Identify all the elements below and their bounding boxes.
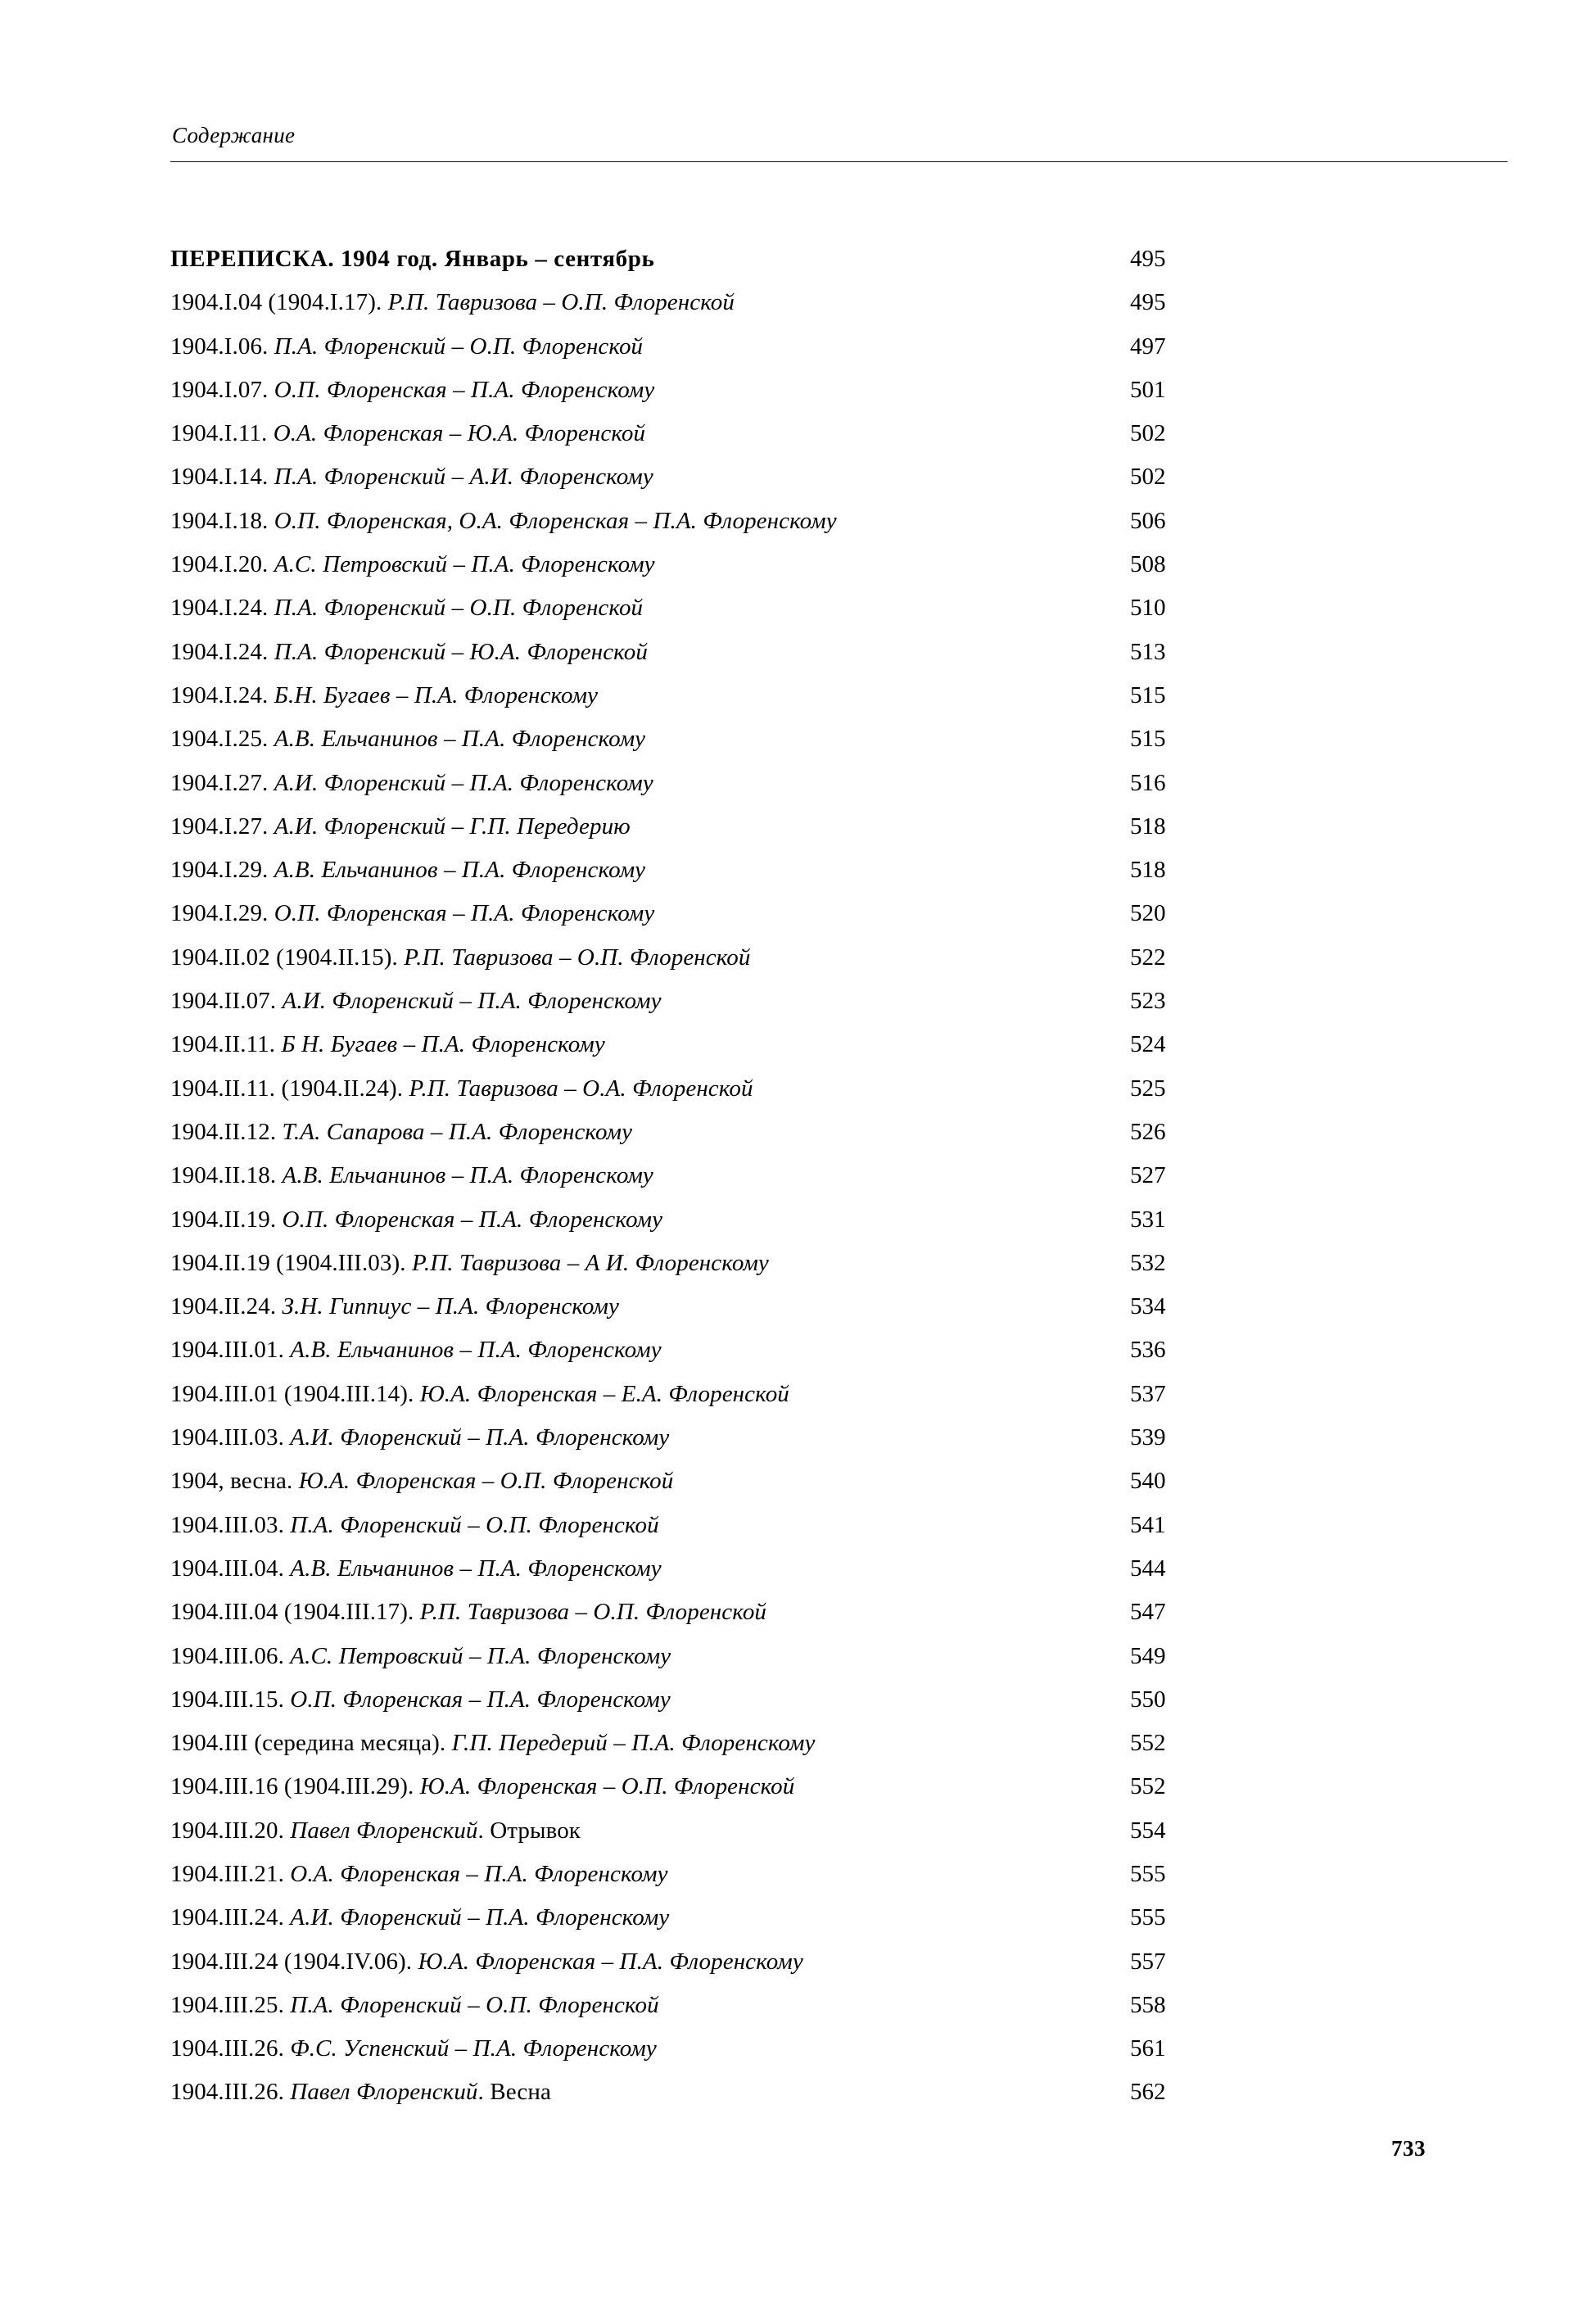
toc-entry-date: 1904.III.24 (1904.IV.06). [170, 1948, 418, 1975]
toc-entry[interactable] [170, 412, 1341, 455]
toc-entry-correspondents: А.И. Флоренский – П.А. Флоренскому [274, 769, 653, 796]
toc-entry-correspondents: А.И. Флоренский – П.А. Флоренскому [290, 1424, 670, 1451]
toc-entry-title [170, 281, 735, 324]
toc-entry-date: 1904.I.24. [170, 681, 274, 708]
toc-section-page: 495 [1130, 246, 1166, 272]
toc-entry-title [170, 1373, 789, 1416]
toc-entry-page: 524 [1130, 1031, 1166, 1058]
toc-entry-title [170, 1765, 794, 1808]
toc-entry-correspondents: Г.П. Передерий – П.А. Флоренскому [451, 1730, 816, 1757]
toc-entry[interactable] [170, 1896, 1341, 1940]
toc-entry-correspondents: Ю.А. Флоренская – П.А. Флоренскому [418, 1948, 803, 1975]
header-rule [170, 161, 1508, 162]
toc-entry-title [170, 1504, 659, 1547]
toc-entry-correspondents: П.А. Флоренский – О.П. Флоренской [290, 1511, 659, 1538]
toc-entry-date: 1904.III.03. [170, 1511, 291, 1538]
toc-entry-title [170, 717, 645, 761]
toc-entry-date: 1904.III.16 (1904.III.29). [170, 1773, 420, 1800]
toc-entry-correspondents: Р.П. Тавризова – О.А. Флоренской [409, 1075, 753, 1102]
toc-entry-date: 1904.III.04. [170, 1555, 291, 1582]
toc-entry-title [170, 1067, 753, 1111]
toc-entry[interactable] [170, 980, 1341, 1023]
toc-entry-date: 1904.II.07. [170, 988, 283, 1015]
toc-entry-correspondents: Р.П. Тавризова – А И. Флоренскому [411, 1249, 769, 1276]
page-number: 733 [1391, 2136, 1426, 2161]
toc-entry-page: 558 [1130, 1991, 1166, 2018]
toc-entry-correspondents: О.П. Флоренская – П.А. Флоренскому [274, 900, 655, 927]
toc-entry-title [170, 1023, 605, 1066]
toc-entry-date: 1904.I.20. [170, 551, 274, 578]
toc-entry-title [170, 1547, 662, 1591]
toc-entry-date: 1904.III (середина месяца). [170, 1730, 452, 1757]
toc-entry-correspondents: П.А. Флоренский – А.И. Флоренскому [274, 464, 653, 491]
toc-entry[interactable] [170, 455, 1341, 499]
toc-entry-date: 1904.II.12. [170, 1118, 283, 1145]
toc-entry-page: 515 [1130, 726, 1166, 753]
toc-entry-suffix: . Отрывок [477, 1817, 581, 1844]
toc-entry-title [170, 369, 654, 412]
toc-entry-date: 1904.I.24. [170, 638, 274, 665]
toc-entry-page: 552 [1130, 1773, 1166, 1800]
toc-entry[interactable] [170, 1111, 1341, 1154]
toc-entry-page: 549 [1130, 1642, 1166, 1669]
toc-entry-date: 1904.III.04 (1904.III.17). [170, 1599, 420, 1626]
toc-section-label: ПЕРЕПИСКА. 1904 год. Январь – сентябрь [170, 246, 655, 272]
toc-entry-correspondents: О.П. Флоренская, О.А. Флоренская – П.А. Флоренскому [274, 507, 837, 534]
toc-entry[interactable] [170, 543, 1341, 586]
toc-entry-date: 1904.I.14. [170, 464, 274, 491]
toc-entry-page: 501 [1130, 376, 1166, 403]
toc-entry[interactable] [170, 1067, 1341, 1111]
toc-entry-correspondents: А.С. Петровский – П.А. Флоренскому [290, 1642, 671, 1669]
toc-entry-title [170, 1285, 619, 1328]
toc-entry-date: 1904.I.04 (1904.I.17). [170, 289, 388, 316]
toc-entry-date: 1904.III.20. [170, 1817, 291, 1844]
toc-entry-correspondents: А.И. Флоренский – П.А. Флоренскому [290, 1904, 670, 1931]
toc-entry-page: 502 [1130, 420, 1166, 447]
toc-entry-date: 1904.I.06. [170, 333, 274, 360]
toc-entry-title [170, 1328, 662, 1372]
toc-entry-date: 1904.II.19. [170, 1206, 283, 1233]
toc-entry[interactable] [170, 1547, 1341, 1591]
toc-entry[interactable] [170, 849, 1341, 892]
toc-entry-date: 1904.II.19 (1904.III.03). [170, 1249, 412, 1276]
toc-entry-correspondents: О.П. Флоренская – П.А. Флоренскому [274, 376, 655, 403]
toc-entry-correspondents: О.А. Флоренская – Ю.А. Флоренской [273, 420, 646, 447]
toc-entry-date: 1904.III.25. [170, 1991, 291, 2018]
toc-entry-title [170, 586, 643, 630]
toc-entry-page: 495 [1130, 289, 1166, 316]
toc-entry-date: 1904.III.26. [170, 2035, 291, 2062]
toc-entry-correspondents: Ф.С. Успенский – П.А. Флоренскому [290, 2035, 657, 2062]
toc-entry[interactable] [170, 1984, 1341, 2027]
toc-entry-page: 532 [1130, 1249, 1166, 1276]
toc-entry[interactable] [170, 1635, 1341, 1678]
toc-entry-date: 1904, весна. [170, 1468, 299, 1495]
toc-entry[interactable] [170, 674, 1341, 717]
toc-entry[interactable] [170, 717, 1341, 761]
toc-entry-title [170, 892, 654, 935]
toc-entry-title [170, 455, 653, 499]
toc-entry-page: 506 [1130, 507, 1166, 534]
toc-entry-correspondents: А.В. Ельчанинов – П.А. Флоренскому [290, 1337, 662, 1364]
toc-entry-date: 1904.II.02 (1904.II.15). [170, 944, 405, 971]
toc-entry[interactable] [170, 1023, 1341, 1066]
toc-entry-correspondents: Павел Флоренский [290, 1817, 478, 1844]
toc-entry[interactable] [170, 1722, 1341, 1765]
toc-entry-correspondents: Павел Флоренский [290, 2079, 478, 2106]
toc-entry-title [170, 1940, 803, 1984]
toc-entry-correspondents: А.И. Флоренский – П.А. Флоренскому [282, 988, 662, 1015]
toc-entry[interactable] [170, 1765, 1341, 1808]
toc-entry-date: 1904.III.24. [170, 1904, 291, 1931]
toc-entry-correspondents: Р.П. Тавризова – О.П. Флоренской [404, 944, 751, 971]
toc-entry[interactable] [170, 1154, 1341, 1197]
toc-entry-page: 536 [1130, 1337, 1166, 1364]
toc-entry-page: 544 [1130, 1555, 1166, 1582]
toc-entry[interactable] [170, 805, 1341, 849]
toc-entry[interactable] [170, 892, 1341, 935]
toc-entry-page: 515 [1130, 681, 1166, 708]
toc-entry[interactable] [170, 1504, 1341, 1547]
toc-entry-date: 1904.II.18. [170, 1162, 283, 1189]
toc-entry-page: 562 [1130, 2079, 1166, 2106]
toc-entry-page: 526 [1130, 1118, 1166, 1145]
toc-entry-date: 1904.III.15. [170, 1686, 291, 1713]
toc-entry-page: 510 [1130, 595, 1166, 622]
toc-entry[interactable] [170, 1809, 1341, 1853]
toc-entry-correspondents: П.А. Флоренский – О.П. Флоренской [274, 595, 644, 622]
toc-entry-date: 1904.I.27. [170, 769, 274, 796]
toc-entry[interactable] [170, 936, 1341, 980]
toc-entry[interactable] [170, 1853, 1341, 1896]
toc-entry-page: 541 [1130, 1511, 1166, 1538]
toc-entry[interactable] [170, 2027, 1341, 2071]
toc-entry-date: 1904.III.21. [170, 1860, 291, 1887]
toc-entry-page: 525 [1130, 1075, 1166, 1102]
toc-entry-date: 1904.III.03. [170, 1424, 291, 1451]
toc-entry-title [170, 674, 598, 717]
toc-entry[interactable] [170, 1460, 1341, 1503]
toc-entry-page: 527 [1130, 1162, 1166, 1189]
toc-entry-page: 547 [1130, 1599, 1166, 1626]
toc-entry[interactable] [170, 1591, 1341, 1634]
toc-entry-title [170, 1853, 668, 1896]
toc-entry-title [170, 762, 653, 805]
toc-entry[interactable] [170, 325, 1341, 369]
running-head: Содержание [172, 123, 296, 147]
toc-entry-title [170, 936, 751, 980]
toc-entry-page: 540 [1130, 1468, 1166, 1495]
toc-entry-title [170, 1198, 662, 1242]
toc-entry-title [170, 1154, 653, 1197]
toc-entry-page: 531 [1130, 1206, 1166, 1233]
toc-entry-correspondents: З.Н. Гиппиус – П.А. Флоренскому [282, 1293, 620, 1320]
toc-entry-page: 508 [1130, 551, 1166, 578]
toc-entry-correspondents: А.В. Ельчанинов – П.А. Флоренскому [274, 857, 646, 884]
toc-entry-correspondents: Ю.А. Флоренская – Е.А. Флоренской [419, 1380, 789, 1407]
toc-entry[interactable] [170, 2071, 1341, 2114]
toc-entry-date: 1904.III.06. [170, 1642, 291, 1669]
toc-entry-date: 1904.I.27. [170, 812, 274, 840]
toc-entry-page: 523 [1130, 988, 1166, 1015]
toc-entry-page: 518 [1130, 857, 1166, 884]
toc-entry[interactable] [170, 1285, 1341, 1328]
toc-entry-correspondents: А.В. Ельчанинов – П.А. Флоренскому [274, 726, 646, 753]
toc-entry-date: 1904.III.01 (1904.III.14). [170, 1380, 420, 1407]
toc-entry-page: 561 [1130, 2035, 1166, 2062]
toc-entry-date: 1904.I.29. [170, 857, 274, 884]
toc-entry-correspondents: П.А. Флоренский – О.П. Флоренской [290, 1991, 659, 2018]
toc-entry-correspondents: Ю.А. Флоренская – О.П. Флоренской [419, 1773, 795, 1800]
toc-entry-title [170, 543, 655, 586]
toc-entry-title [170, 325, 643, 369]
toc-entry-title [170, 805, 631, 849]
toc-entry-title [170, 1722, 815, 1765]
toc-entry-date: 1904.I.29. [170, 900, 274, 927]
toc-entry-title [170, 849, 645, 892]
toc-entry-page: 552 [1130, 1730, 1166, 1757]
toc-entry-title [170, 1591, 766, 1634]
table-of-contents [170, 238, 1341, 2115]
toc-entry-date: 1904.III.26. [170, 2079, 291, 2106]
toc-entry[interactable] [170, 1328, 1341, 1372]
toc-entry-title [170, 1984, 659, 2027]
toc-entry-date: 1904.II.24. [170, 1293, 283, 1320]
toc-entry[interactable] [170, 1198, 1341, 1242]
toc-entry-correspondents: А.В. Ельчанинов – П.А. Флоренскому [290, 1555, 662, 1582]
toc-entry[interactable] [170, 369, 1341, 412]
toc-entry-page: 516 [1130, 769, 1166, 796]
toc-entry[interactable] [170, 1242, 1341, 1285]
toc-entry[interactable] [170, 500, 1341, 543]
toc-section-heading [170, 238, 1341, 281]
toc-entry-correspondents: Б.Н. Бугаев – П.А. Флоренскому [274, 681, 599, 708]
toc-entry-date: 1904.II.11. [170, 1031, 282, 1058]
toc-entry[interactable] [170, 586, 1341, 630]
toc-entry-page: 539 [1130, 1424, 1166, 1451]
toc-entry-date: 1904.II.11. (1904.II.24). [170, 1075, 409, 1102]
toc-entry-date: 1904.I.24. [170, 595, 274, 622]
toc-entry-page: 555 [1130, 1904, 1166, 1931]
toc-entry-title [170, 980, 662, 1023]
toc-entry-correspondents: А.В. Ельчанинов – П.А. Флоренскому [282, 1162, 653, 1189]
toc-entry-title [170, 500, 837, 543]
toc-entry-page: 554 [1130, 1817, 1166, 1844]
toc-entry-title [170, 1635, 671, 1678]
toc-entry-title [170, 1896, 669, 1940]
toc-entry-page: 557 [1130, 1948, 1166, 1975]
toc-entry-title [170, 1678, 671, 1722]
toc-entry-correspondents: Р.П. Тавризова – О.П. Флоренской [419, 1599, 767, 1626]
toc-entry-suffix: . Весна [477, 2079, 551, 2106]
toc-entry-correspondents: П.А. Флоренский – Ю.А. Флоренской [274, 638, 648, 665]
toc-entry-correspondents: О.А. Флоренская – П.А. Флоренскому [290, 1860, 668, 1887]
toc-entry-correspondents: Т.А. Сапарова – П.А. Флоренскому [282, 1118, 633, 1145]
toc-entry-title [170, 631, 648, 674]
toc-entry-title [170, 412, 645, 455]
toc-entry[interactable] [170, 762, 1341, 805]
toc-entry-title [170, 1460, 673, 1503]
toc-entry[interactable] [170, 1373, 1341, 1416]
toc-entry-title [170, 1242, 769, 1285]
toc-entry-correspondents: Р.П. Тавризова – О.П. Флоренской [387, 289, 735, 316]
toc-entry-correspondents: О.П. Флоренская – П.А. Флоренскому [290, 1686, 671, 1713]
toc-entry-correspondents: Б Н. Бугаев – П.А. Флоренскому [281, 1031, 605, 1058]
toc-entry-title [170, 2071, 551, 2114]
toc-entry[interactable] [170, 1416, 1341, 1460]
toc-entry-correspondents: О.П. Флоренская – П.А. Флоренскому [282, 1206, 663, 1233]
toc-entry-title [170, 1809, 581, 1853]
toc-entry-page: 537 [1130, 1380, 1166, 1407]
toc-entry-date: 1904.I.25. [170, 726, 274, 753]
toc-entry-date: 1904.III.01. [170, 1337, 291, 1364]
toc-entry-correspondents: А.И. Флоренский – Г.П. Передерию [274, 812, 631, 840]
toc-entry-page: 518 [1130, 812, 1166, 840]
toc-entry-page: 534 [1130, 1293, 1166, 1320]
toc-entry-page: 520 [1130, 900, 1166, 927]
toc-entry-page: 550 [1130, 1686, 1166, 1713]
toc-entry-title [170, 1416, 669, 1460]
toc-entry[interactable] [170, 281, 1341, 324]
toc-entry-page: 555 [1130, 1860, 1166, 1887]
toc-entry-page: 497 [1130, 333, 1166, 360]
page-header [170, 123, 1513, 162]
toc-entry-title [170, 1111, 632, 1154]
toc-entry[interactable] [170, 631, 1341, 674]
toc-entry-correspondents: Ю.А. Флоренская – О.П. Флоренской [298, 1468, 674, 1495]
toc-entry-correspondents: А.С. Петровский – П.А. Флоренскому [274, 551, 655, 578]
toc-entry-title [170, 2027, 657, 2071]
toc-entry-page: 513 [1130, 638, 1166, 665]
toc-entry-date: 1904.I.18. [170, 507, 274, 534]
toc-entry-date: 1904.I.07. [170, 376, 274, 403]
toc-entry[interactable] [170, 1940, 1341, 1984]
toc-entry[interactable] [170, 1678, 1341, 1722]
toc-entry-correspondents: П.А. Флоренский – О.П. Флоренской [274, 333, 644, 360]
toc-entry-page: 502 [1130, 464, 1166, 491]
toc-entry-date: 1904.I.11. [170, 420, 274, 447]
toc-entry-page: 522 [1130, 944, 1166, 971]
